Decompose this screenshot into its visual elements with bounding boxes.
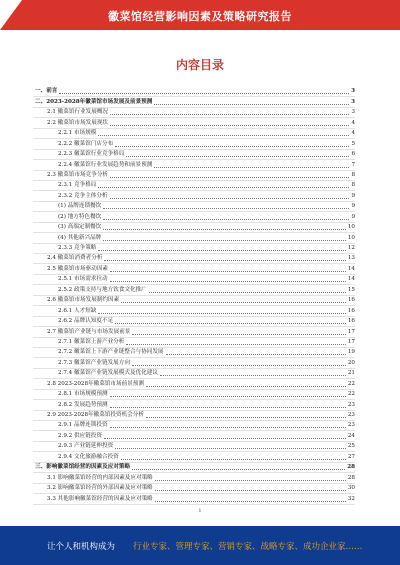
toc-entry-text: (3) 高端定制餐饮 bbox=[58, 224, 102, 231]
toc-leader-dots bbox=[110, 270, 346, 272]
toc-entry-text: 一、前言 bbox=[35, 88, 58, 95]
toc-entry-page: 13 bbox=[347, 255, 355, 262]
toc-entry-page: 28 bbox=[347, 474, 355, 481]
toc-entry-page: 10 bbox=[347, 224, 355, 231]
toc-entry[interactable] bbox=[33, 108, 355, 118]
toc-leader-dots bbox=[154, 103, 349, 105]
footer-tagline: 行业专家、管理专家、营销专家、战略专家、成功企业家…… bbox=[133, 542, 363, 552]
toc-entry[interactable] bbox=[33, 160, 355, 170]
toc-entry[interactable] bbox=[33, 264, 355, 274]
toc-entry-text: 三、影响徽菜馆经营的因素及应对策略 bbox=[35, 464, 131, 471]
toc-entry-text: 2.6.2 品牌认知度不足 bbox=[58, 318, 114, 325]
toc-entry[interactable] bbox=[33, 97, 355, 107]
toc-entry[interactable] bbox=[33, 348, 355, 358]
toc-entry-page: 4 bbox=[351, 130, 355, 137]
toc-entry-text: (2) 地方特色餐饮 bbox=[58, 213, 102, 220]
toc-entry-page: 3 bbox=[351, 98, 355, 105]
toc-entry-page: 16 bbox=[347, 307, 355, 314]
toc-entry[interactable] bbox=[33, 463, 355, 473]
toc-leader-dots bbox=[149, 291, 346, 293]
toc-entry-text: 2.3.2 竞争主体分析 bbox=[58, 192, 108, 199]
toc-entry-text: 3.3 其他影响徽菜馆经营的因素及应对策略 bbox=[47, 495, 153, 502]
toc-entry[interactable] bbox=[33, 254, 355, 264]
toc-entry[interactable] bbox=[33, 191, 355, 201]
toc-leader-dots bbox=[110, 406, 346, 408]
toc-entry-page: 21 bbox=[347, 370, 355, 377]
toc-entry-text: 2.2 徽菜馆市场发展现状 bbox=[47, 119, 109, 126]
toc-entry-text: 2.4 徽菜馆消费者分析 bbox=[47, 255, 103, 262]
toc-entry-page: 9 bbox=[351, 192, 355, 199]
toc-entry[interactable] bbox=[33, 181, 355, 191]
toc-entry[interactable] bbox=[33, 473, 355, 483]
toc-leader-dots bbox=[132, 364, 346, 366]
footer-slogan: 让个人和机构成为 bbox=[47, 542, 116, 552]
toc-leader-dots bbox=[110, 197, 350, 199]
toc-leader-dots bbox=[155, 500, 346, 502]
toc-entry[interactable] bbox=[33, 484, 355, 494]
toc-leader-dots bbox=[115, 447, 346, 449]
toc-leader-dots bbox=[104, 259, 345, 261]
toc-entry-page: 4 bbox=[351, 119, 355, 126]
toc-entry-page: 28 bbox=[347, 464, 355, 471]
toc-entry[interactable] bbox=[33, 411, 355, 421]
toc-entry-text: 2.2.4 徽菜馆行业发展趋势和前景预测 bbox=[58, 161, 153, 168]
toc-entry-text: 2.9 2023-2028年徽菜馆投资机会分析 bbox=[47, 412, 144, 418]
toc-entry-page: 17 bbox=[347, 338, 355, 345]
toc-leader-dots bbox=[98, 134, 349, 136]
toc-leader-dots bbox=[146, 385, 346, 387]
toc-leader-dots bbox=[166, 353, 346, 355]
toc-entry-text: 2.7.2 徽菜馆上下游产业链整合与协同发展 bbox=[58, 349, 164, 356]
toc-entry[interactable] bbox=[33, 494, 355, 504]
toc-entry[interactable] bbox=[33, 296, 355, 306]
toc-leader-dots bbox=[155, 489, 346, 491]
page-number: 1 bbox=[198, 508, 202, 514]
toc-entry-text: 2.5.1 市场需求拉动 bbox=[58, 276, 108, 283]
toc-entry[interactable] bbox=[33, 202, 355, 212]
toc-leader-dots bbox=[110, 280, 346, 282]
toc-entry-page: 16 bbox=[347, 297, 355, 304]
toc-entry-page: 23 bbox=[347, 412, 355, 418]
toc-entry[interactable] bbox=[33, 327, 355, 337]
toc-entry[interactable] bbox=[33, 379, 355, 389]
toc-entry[interactable] bbox=[33, 212, 355, 222]
toc-entry-page: 23 bbox=[347, 422, 355, 429]
toc-entry-text: 3.2 影响徽菜馆经营的外部因素及应对策略 bbox=[47, 485, 153, 492]
toc-entry[interactable] bbox=[33, 452, 355, 462]
toc-entry-text: 2.2.3 徽菜馆行业竞争格局 bbox=[58, 151, 125, 158]
toc-entry-text: 2.6 徽菜馆市场发展制约因素 bbox=[47, 297, 120, 304]
toc-entry-text: 2.8 2023-2028年徽菜馆市场前景预测 bbox=[47, 380, 144, 387]
toc-leader-dots bbox=[103, 207, 349, 209]
toc-entry-page: 19 bbox=[347, 349, 355, 356]
toc-entry[interactable] bbox=[33, 171, 355, 181]
toc-entry-text: 2.8.1 市场规模预测 bbox=[58, 391, 108, 398]
toc-entry-page: 3 bbox=[351, 88, 355, 95]
toc-leader-dots bbox=[103, 239, 346, 241]
toc-entry-page: 3 bbox=[351, 109, 355, 116]
toc-leader-dots bbox=[115, 322, 346, 324]
toc-entry[interactable] bbox=[33, 233, 355, 243]
toc-leader-dots bbox=[104, 437, 346, 439]
toc-leader-dots bbox=[110, 124, 349, 126]
toc-leader-dots bbox=[103, 228, 346, 230]
toc-entry-text: 2.3.3 竞争策略 bbox=[58, 245, 97, 251]
toc-entry-page: 27 bbox=[347, 453, 355, 460]
toc-entry-text: 2.1 徽菜馆行业发展概况 bbox=[47, 109, 109, 116]
toc-entry-page: 23 bbox=[347, 401, 355, 408]
footer-bar bbox=[0, 526, 400, 565]
toc-entry-page: 12 bbox=[347, 245, 355, 251]
toc-entry-page: 8 bbox=[351, 182, 355, 189]
toc-entry-page: 8 bbox=[351, 171, 355, 178]
toc-entry[interactable] bbox=[33, 390, 355, 400]
toc-entry[interactable] bbox=[33, 317, 355, 327]
toc-entry-text: 2.2.1 市场规模 bbox=[58, 130, 97, 137]
toc-entry-text: (4) 其他新兴品牌 bbox=[58, 234, 102, 241]
toc-leader-dots bbox=[59, 92, 349, 94]
toc-entry[interactable] bbox=[33, 244, 355, 254]
toc-entry-text: 2.9.4 文化旅游融合投资 bbox=[58, 453, 119, 460]
toc-entry-text: 2.8.2 发展趋势预测 bbox=[58, 401, 108, 408]
toc-entry-text: 2.7 徽菜馆产业链与市场发展前景 bbox=[47, 328, 131, 335]
toc-entry-page: 17 bbox=[347, 328, 355, 335]
toc-entry-page: 9 bbox=[351, 203, 355, 210]
toc-entry-page: 9 bbox=[351, 213, 355, 220]
toc-entry-text: 2.9.3 产业链延伸投资 bbox=[58, 443, 114, 450]
toc-leader-dots bbox=[155, 479, 346, 481]
toc-entry-text: 2.7.3 徽菜馆产业链发展方向 bbox=[58, 359, 130, 366]
toc-entry-page: 10 bbox=[347, 234, 355, 241]
toc-entry-page: 22 bbox=[347, 391, 355, 398]
toc-entry[interactable] bbox=[33, 358, 355, 368]
toc-entry-text: 2.7.4 徽菜馆产业链发展模式及优化建议 bbox=[58, 370, 158, 377]
toc-entry[interactable] bbox=[33, 306, 355, 316]
toc-entry[interactable] bbox=[33, 150, 355, 160]
toc-entry-text: 2.3.1 竞争格局 bbox=[58, 182, 97, 189]
toc-entry[interactable] bbox=[33, 139, 355, 149]
toc-entry-text: 2.9.1 品牌连锁投资 bbox=[58, 422, 108, 429]
toc-entry-page: 14 bbox=[347, 276, 355, 283]
toc-leader-dots bbox=[126, 343, 346, 345]
toc-entry[interactable] bbox=[33, 87, 355, 97]
toc-entry-text: 2.9.2 供应链投资 bbox=[58, 432, 102, 439]
toc-entry-page: 30 bbox=[347, 485, 355, 492]
toc-entry-page: 24 bbox=[347, 432, 355, 439]
header-bar bbox=[0, 0, 400, 30]
toc-entry[interactable] bbox=[33, 223, 355, 233]
toc-entry-text: 2.5 徽菜馆市场驱动因素 bbox=[47, 265, 109, 272]
toc-entry-text: (1) 品牌连锁餐饮 bbox=[58, 203, 102, 210]
report-title: 徽菜馆经营影响因素及策略研究报告 bbox=[108, 10, 292, 23]
toc-entry-text: 2.7.1 徽菜馆上游产业分析 bbox=[58, 338, 125, 345]
toc-leader-dots bbox=[121, 301, 346, 303]
toc-leader-dots bbox=[98, 186, 349, 188]
toc-entry-text: 2.3 徽菜馆市场竞争分析 bbox=[47, 171, 109, 178]
toc-entry[interactable] bbox=[33, 129, 355, 139]
toc-leader-dots bbox=[110, 176, 349, 178]
toc-entry-text: 2.2.2 徽菜馆门店分布 bbox=[58, 140, 114, 147]
toc-entry-page: 20 bbox=[347, 359, 355, 366]
toc-entry-page: 15 bbox=[347, 286, 355, 293]
toc-leader-dots bbox=[110, 113, 349, 115]
toc-entry[interactable] bbox=[33, 118, 355, 128]
toc-leader-dots bbox=[154, 166, 349, 168]
toc-leader-dots bbox=[121, 458, 346, 460]
toc-leader-dots bbox=[126, 155, 349, 157]
toc-leader-dots bbox=[132, 468, 345, 470]
toc-entry[interactable] bbox=[33, 442, 355, 452]
toc-entry-page: 5 bbox=[351, 140, 355, 147]
toc-entry[interactable] bbox=[33, 275, 355, 285]
toc-entry-page: 32 bbox=[347, 495, 355, 502]
toc-entry[interactable] bbox=[33, 338, 355, 348]
toc-entry-page: 7 bbox=[351, 161, 355, 168]
toc-entry-page: 14 bbox=[347, 265, 355, 272]
toc-leader-dots bbox=[110, 395, 346, 397]
toc-entry[interactable] bbox=[33, 400, 355, 410]
toc-heading: 内容目录 bbox=[175, 58, 224, 72]
toc-entry[interactable] bbox=[33, 285, 355, 295]
toc-leader-dots bbox=[110, 426, 346, 428]
toc-leader-dots bbox=[98, 312, 345, 314]
toc-entry-page: 25 bbox=[347, 443, 355, 450]
toc-leader-dots bbox=[103, 218, 349, 220]
toc-leader-dots bbox=[160, 374, 346, 376]
toc-entry[interactable] bbox=[33, 431, 355, 441]
toc-leader-dots bbox=[115, 145, 349, 147]
toc-entry[interactable] bbox=[33, 421, 355, 431]
toc-leader-dots bbox=[98, 249, 345, 251]
toc-entry-text: 二、2023-2028年徽菜馆市场发展及前景预测 bbox=[35, 98, 153, 105]
toc-leader-dots bbox=[132, 333, 345, 335]
toc-entry-text: 3.1 影响徽菜馆经营的内部因素及应对策略 bbox=[47, 474, 153, 481]
toc-leader-dots bbox=[146, 416, 346, 418]
toc-entry-text: 2.5.2 政策支持与地方饮食文化推广 bbox=[58, 286, 147, 293]
toc-entry-page: 6 bbox=[351, 151, 355, 158]
toc-entry-page: 16 bbox=[347, 318, 355, 325]
toc-entry-text: 2.6.1 人才短缺 bbox=[58, 307, 97, 314]
toc-entry[interactable] bbox=[33, 369, 355, 379]
table-of-contents bbox=[33, 87, 355, 505]
toc-entry-page: 22 bbox=[347, 380, 355, 387]
